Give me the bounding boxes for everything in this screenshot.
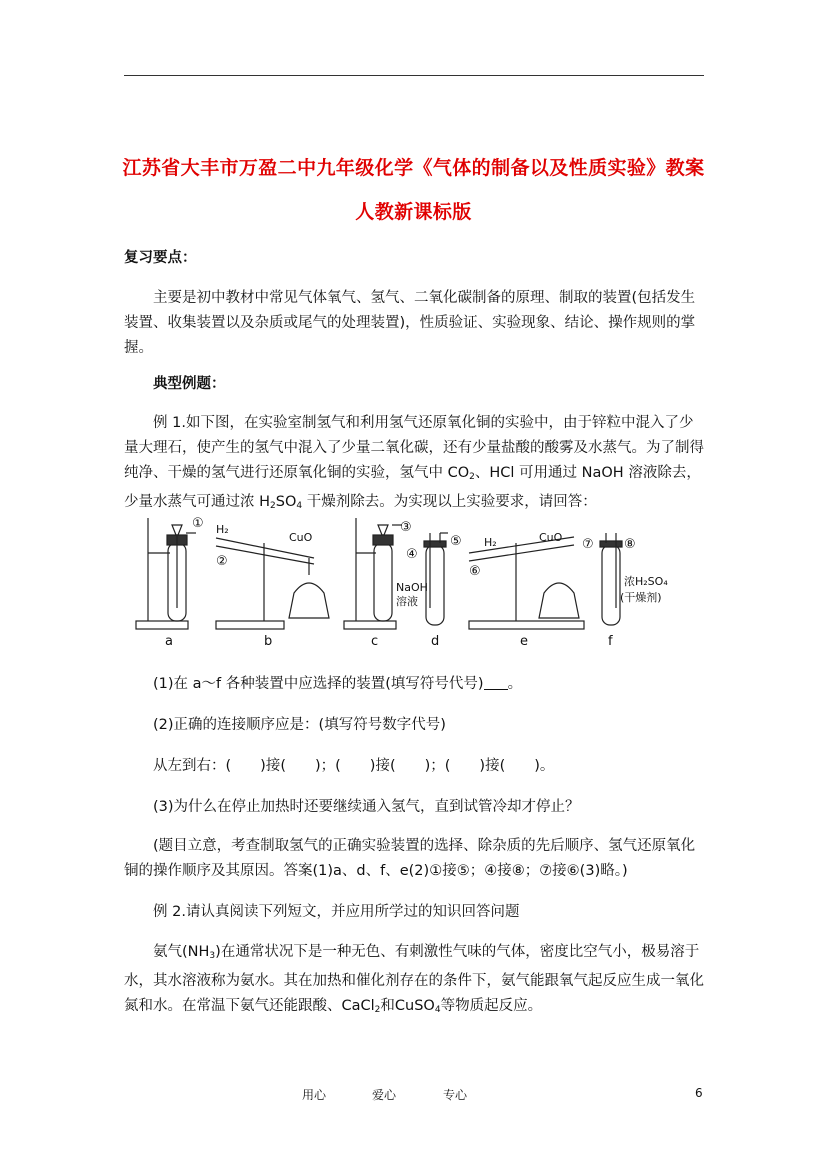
- dry-label: (干燥剂): [620, 591, 662, 604]
- h2-label-b: H₂: [216, 523, 229, 536]
- example2-paragraph: 氨气$(NH_3)$在通常状况下是一种无色、有刺激性气味的气体，密度比空气小，极易溶于水，其水溶液称为氨水。其在加热和催化剂存在的条件下，氨气能跟氧气起反应生成一氧化氮和水。在常温下氨气还能跟酸、CaCl$_2$和CuSO$_4$等物质起反应。: [124, 944, 704, 1015]
- label-e: e: [520, 634, 528, 649]
- label-c: c: [371, 634, 379, 649]
- question-2-line: 从左到右：( )接( )；( )接( )；( )接( )。: [153, 758, 555, 774]
- mark-6: ⑥: [469, 564, 481, 579]
- mark-5: ⑤: [450, 534, 462, 549]
- example1-answer: (题目立意，考查制取氢气的正确实验装置的选择、除杂质的先后顺序、氢气还原氧化铜的操作顺序及其原因。答案(1)a、d、f、e(2)①接⑤；④接⑧；⑦接⑥(3)略。): [124, 838, 696, 879]
- section-heading-examples: 典型例题：: [153, 376, 226, 392]
- example1-intro: 例 1.如下图，在实验室制氢气和利用氢气还原氧化铜的实验中，由于锌粒中混入了少量大理石，使产生的氢气中混入了少量二氧化碳，还有少量盐酸的酸雾及水蒸气。为了制得纯净、干燥的氢气进行还原氧化铜的实验，氢气中 $CO_2$、HCl 可用通过 NaOH 溶液除去，少量水蒸气可通过浓 $H_2SO_4$ 干燥剂除去。为实现以上实验要求，请回答：: [124, 415, 704, 511]
- naoh-label-2: 溶液: [396, 595, 418, 608]
- header-rule: [124, 75, 704, 76]
- review-paragraph: 主要是初中教材中常见气体氧气、氢气、二氧化碳制备的原理、制取的装置(包括发生装置、收集装置以及杂质或尾气的处理装置)，性质验证、实验现象、结论、操作规则的掌握。: [124, 290, 696, 356]
- label-a: a: [165, 634, 173, 649]
- question-3: (3)为什么在停止加热时还要继续通入氢气，直到试管冷却才停止？: [153, 799, 580, 815]
- h2so4-label: 浓H₂SO₄: [624, 575, 668, 588]
- footer-word-2: 爱心: [372, 1088, 397, 1102]
- document-subtitle: 人教新课标版: [355, 201, 472, 223]
- mark-1: ①: [192, 516, 204, 531]
- example2-intro: 例 2.请认真阅读下列短文，并应用所学过的知识回答问题: [153, 904, 520, 920]
- footer-word-1: 用心: [302, 1088, 327, 1102]
- question-1: (1)在 a～f 各种装置中应选择的装置(填写符号代号) 。: [153, 676, 523, 692]
- label-d: d: [431, 634, 440, 649]
- page-number: 6: [695, 1086, 703, 1100]
- label-f: f: [608, 634, 613, 649]
- cuo-label-e: CuO: [539, 531, 563, 544]
- stand-base-a: [136, 621, 188, 629]
- h2-label-e: H₂: [484, 536, 497, 549]
- naoh-label: NaOH: [396, 581, 428, 594]
- apparatus-figure: [124, 513, 668, 649]
- question-2: (2)正确的连接顺序应是：(填写符号数字代号): [153, 717, 446, 733]
- label-b: b: [264, 634, 273, 649]
- mark-4: ④: [406, 547, 418, 562]
- mark-7: ⑦: [582, 537, 594, 552]
- mark-2: ②: [216, 554, 228, 569]
- section-heading-review: 复习要点：: [124, 250, 197, 266]
- mark-8: ⑧: [624, 537, 636, 552]
- footer-word-3: 专心: [443, 1088, 468, 1102]
- cuo-label-b: CuO: [289, 531, 313, 544]
- mark-3: ③: [400, 520, 412, 535]
- answer-blank: [484, 675, 508, 690]
- document-title: 江苏省大丰市万盈二中九年级化学《气体的制备以及性质实验》教案: [122, 157, 705, 179]
